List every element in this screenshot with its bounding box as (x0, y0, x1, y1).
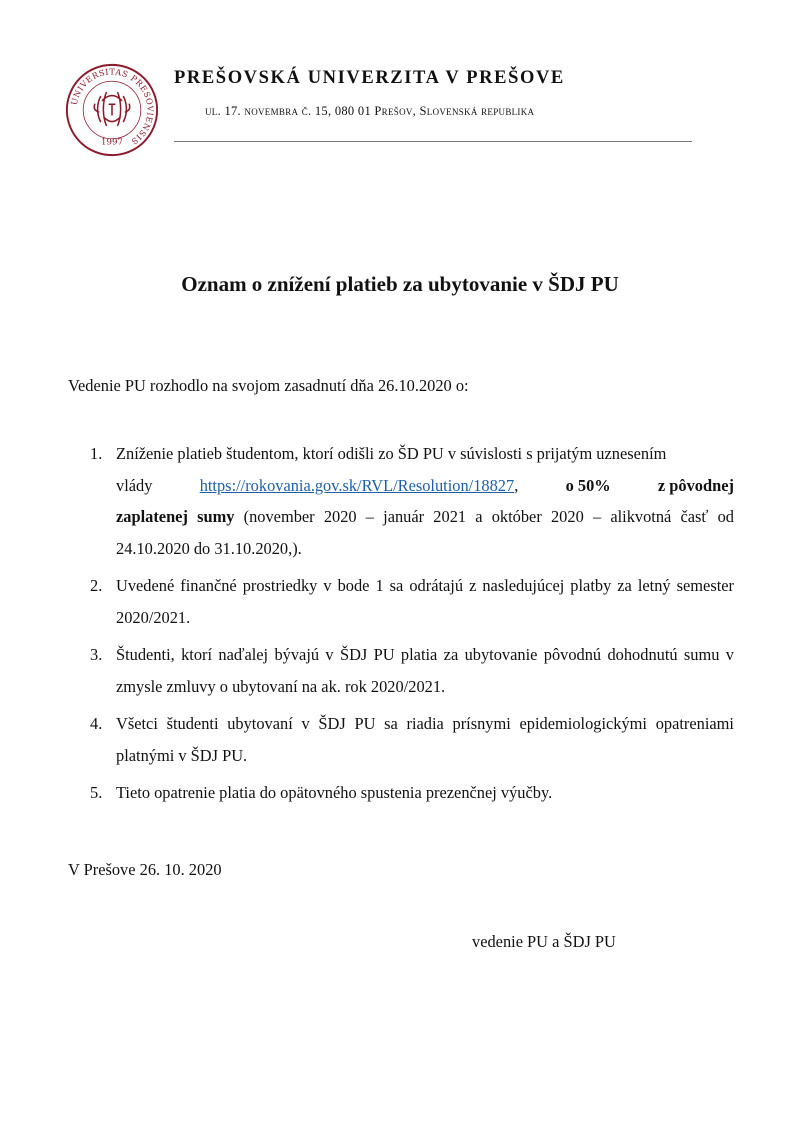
list-item (90, 570, 734, 633)
list-item (90, 777, 734, 809)
university-address: ul. 17. novembra č. 15, 080 01 Prešov, Slovenská republika (205, 104, 535, 118)
place-and-date: V Prešove 26. 10. 2020 (68, 860, 222, 879)
list-item-line (116, 438, 734, 470)
list-item-text: Zníženie platieb študentom, ktorí odišli zo ŠD PU v súvislosti s prijatým uznesením (116, 444, 667, 463)
list-item-number: 4. (90, 714, 103, 733)
svg-text:1997: 1997 (101, 137, 123, 148)
list-item-emphasis: o 50% (565, 475, 611, 495)
list-item-emphasis: zaplatenej sumy (116, 507, 235, 526)
list-item-line (116, 470, 734, 502)
list-item-text-block (116, 501, 734, 564)
list-item-number: 3. (90, 645, 103, 664)
list-item-number: 5. (90, 783, 103, 802)
university-seal-logo (64, 62, 160, 158)
list-item-emphasis: z pôvodnej (657, 475, 734, 495)
university-name: PREŠOVSKÁ UNIVERZITA V PREŠOVE (174, 68, 565, 88)
list-item (90, 438, 734, 564)
svg-text:UNIVERSITAS PRESOVIENSIS: UNIVERSITAS PRESOVIENSIS (68, 66, 156, 147)
list-item-number: 2. (90, 576, 103, 595)
document-title: Oznam o znížení platieb za ubytovanie v ŠDJ PU (181, 272, 619, 296)
intro-paragraph: Vedenie PU rozhodlo na svojom zasadnutí dňa 26.10.2020 o: (68, 376, 469, 395)
decision-list (90, 438, 734, 815)
list-item (90, 708, 734, 771)
signature: vedenie PU a ŠDJ PU (472, 932, 616, 951)
header-divider (174, 141, 692, 142)
list-item-number: 1. (90, 444, 103, 463)
resolution-link[interactable]: https://rokovania.gov.sk/RVL/Resolution/18827 (199, 475, 515, 495)
list-item-text: Uvedené finančné prostriedky v bode 1 sa odrátajú z nasledujúcej platby za letný semester 2020/2021. (116, 576, 734, 627)
list-item-text: (november 2020 – január 2021 a október 2020 – alikvotná časť od 24.10.2020 do 31.10.2020,). (116, 507, 735, 558)
list-item-text: Tieto opatrenie platia do opätovného spustenia prezenčnej výučby. (116, 783, 553, 802)
list-item-text: Všetci študenti ubytovaní v ŠDJ PU sa riadia prísnymi epidemiologickými opatreniami platnými v ŠDJ PU. (116, 714, 734, 765)
list-item-text: Študenti, ktorí naďalej bývajú v ŠDJ PU platia za ubytovanie pôvodnú dohodnutú sumu v zmysle zmluvy o ubytovaní na ak. rok 2020/2021. (116, 645, 734, 696)
link-group (200, 470, 519, 502)
list-item (90, 639, 734, 702)
list-item-text: vlády (116, 475, 153, 495)
list-item-text: , (514, 475, 519, 495)
